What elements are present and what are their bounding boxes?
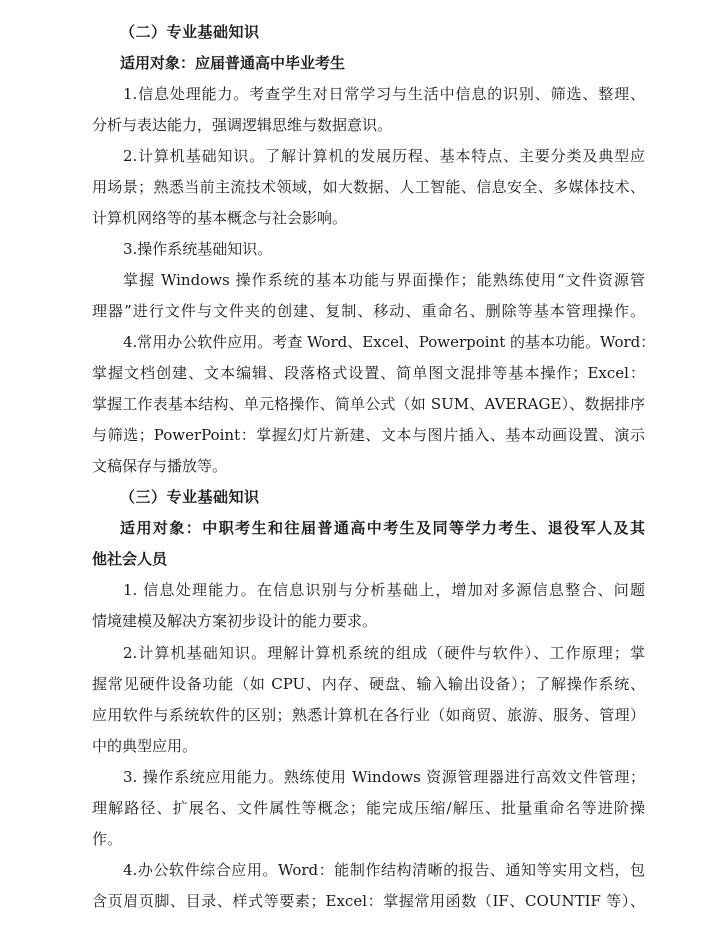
s2-item3-line1: 3.操作系统基础知识。 (123, 240, 273, 258)
s3-item2-line4: 中的典型应用。 (92, 737, 198, 755)
s2-item3b-line1: 掌握 Windows 操作系统的基本功能与界面操作；能熟练使用“文件资源管 (123, 271, 645, 289)
s3-item4-line1: 4.办公软件综合应用。Word：能制作结构清晰的报告、通知等实用文档，包 (123, 861, 645, 879)
s2-item2-line3: 计算机网络等的基本概念与社会影响。 (92, 209, 348, 227)
s2-item4-line5: 文稿保存与播放等。 (92, 457, 228, 475)
s3-item3-line3: 作。 (92, 830, 123, 848)
s2-item1-line2: 分析与表达能力，强调逻辑思维与数据意识。 (92, 116, 393, 134)
s2-item2-line2: 用场景；熟悉当前主流技术领域，如大数据、人工智能、信息安全、多媒体技术、 (92, 178, 645, 196)
s2-item4-line4: 与筛选；PowerPoint：掌握幻灯片新建、文本与图片插入、基本动画设置、演示 (92, 426, 645, 444)
s2-item4-line1: 4.常用办公软件应用。考查 Word、Excel、Powerpoint 的基本功能。Word： (123, 333, 656, 351)
s3-item3-line1: 3. 操作系统应用能力。熟练使用 Windows 资源管理器进行高效文件管理； (123, 768, 645, 786)
s2-item4-line2: 掌握文档创建、文本编辑、段落格式设置、简单图文混排等基本操作；Excel： (92, 364, 645, 382)
s3-item4-line2: 含页眉页脚、目录、样式等要素；Excel：掌握常用函数（IF、COUNTIF 等）、 (92, 892, 645, 910)
section-3-target-line2: 他社会人员 (92, 550, 168, 568)
section-3-target-line1: 适用对象：中职考生和往届普通高中考生及同等学力考生、退役军人及其 (120, 519, 645, 537)
s2-item3b-line2: 理器”进行文件与文件夹的创建、复制、移动、重命名、删除等基本管理操作。 (92, 302, 645, 320)
section-2-target: 适用对象：应届普通高中毕业考生 (120, 54, 346, 72)
s3-item3-line2: 理解路径、扩展名、文件属性等概念；能完成压缩/解压、批量重命名等进阶操 (92, 799, 645, 817)
s2-item2-line1: 2.计算机基础知识。了解计算机的发展历程、基本特点、主要分类及典型应 (123, 147, 645, 165)
s2-item4-line3: 掌握工作表基本结构、单元格操作、简单公式（如 SUM、AVERAGE）、数据排序 (92, 395, 645, 413)
section-2-heading: （二）专业基础知识 (120, 23, 260, 41)
s3-item2-line2: 握常见硬件设备功能（如 CPU、内存、硬盘、输入输出设备）；了解操作系统、 (92, 675, 645, 693)
s3-item2-line1: 2.计算机基础知识。理解计算机系统的组成（硬件与软件）、工作原理；掌 (123, 644, 645, 662)
s3-item1-line2: 情境建模及解决方案初步设计的能力要求。 (92, 612, 378, 630)
s2-item1-line1: 1.信息处理能力。考查学生对日常学习与生活中信息的识别、筛选、整理、 (123, 85, 645, 103)
s3-item2-line3: 应用软件与系统软件的区别；熟悉计算机在各行业（如商贸、旅游、服务、管理） (92, 706, 645, 724)
section-3-heading: （三）专业基础知识 (120, 488, 260, 506)
s3-item1-line1: 1. 信息处理能力。在信息识别与分析基础上，增加对多源信息整合、问题 (123, 581, 645, 599)
